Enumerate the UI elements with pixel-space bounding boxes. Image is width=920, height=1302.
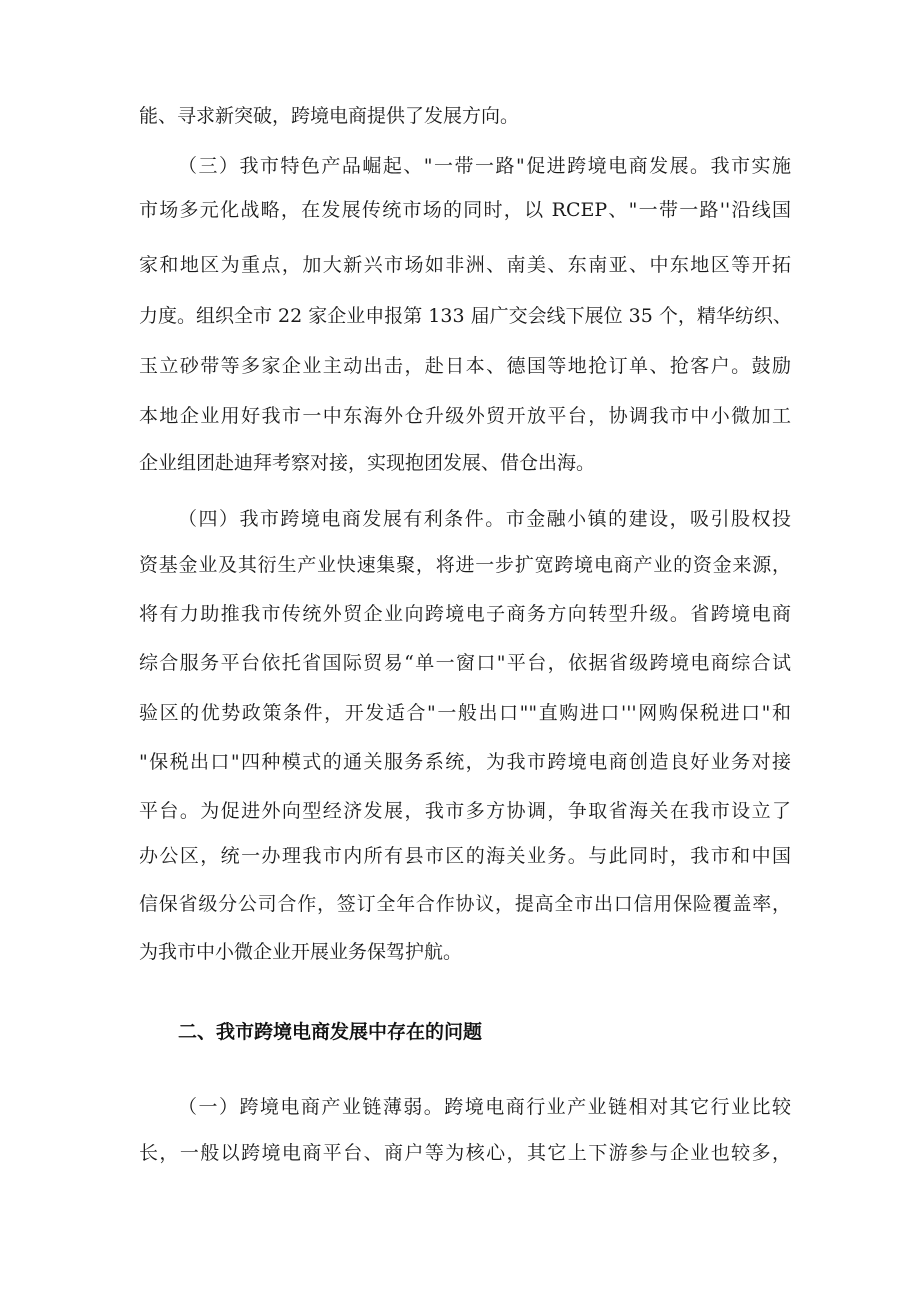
para4-line-3: 将有力助推我市传统外贸企业向跨境电子商务方向转型升级。省跨境电商 bbox=[139, 603, 791, 625]
para3-line-5: 玉立砂带等多家企业主动出击，赴日本、德国等地抢订单、抢客户。鼓励 bbox=[139, 355, 791, 377]
para4-line-9: 信保省级分公司合作，签订全年合作协议，提高全市出口信用保险覆盖率， bbox=[139, 893, 791, 915]
para4-line-2: 资基金业及其衍生产业快速集聚，将进一步扩宽跨境电商产业的资金来源， bbox=[139, 554, 791, 576]
para3-line-7: 企业组团赴迪拜考察对接，实现抱团发展、借仓出海。 bbox=[139, 452, 596, 474]
para3-line-2: 市场多元化战略，在发展传统市场的同时，以 RCEP、"一带一路''沿线国 bbox=[139, 199, 791, 221]
para3-line-4: 力度。组织全市 22 家企业申报第 133 届广交会线下展位 35 个，精华纺织、 bbox=[139, 305, 792, 327]
para4-line-6: "保税出口"四种模式的通关服务系统，为我市跨境电商创造良好业务对接 bbox=[139, 751, 791, 773]
para4-line-7: 平台。为促进外向型经济发展，我市多方协调，争取省海关在我市设立了 bbox=[139, 800, 791, 822]
para3-line-1: （三）我市特色产品崛起、"一带一路"促进跨境电商发展。我市实施 bbox=[178, 155, 791, 177]
para3-line-6: 本地企业用好我市一中东海外仓升级外贸开放平台，协调我市中小微加工 bbox=[139, 405, 791, 427]
para4-line-8: 办公区，统一办理我市内所有县市区的海关业务。与此同时，我市和中国 bbox=[139, 845, 791, 867]
para-s2-line-1: （一）跨境电商产业链薄弱。跨境电商行业产业链相对其它行业比较 bbox=[178, 1096, 791, 1118]
para3-line-3: 家和地区为重点，加大新兴市场如非洲、南美、东南亚、中东地区等开拓 bbox=[139, 254, 791, 276]
para4-line-4: 综合服务平台依托省国际贸易“单一窗口"平台，依据省级跨境电商综合试 bbox=[139, 652, 791, 674]
section-heading: 二、我市跨境电商发展中存在的问题 bbox=[178, 1021, 483, 1043]
para4-line-5: 验区的优势政策条件，开发适合"一般出口""直购进口'''网购保税进口"和 bbox=[139, 702, 791, 724]
lead-line: 能、寻求新突破，跨境电商提供了发展方向。 bbox=[139, 105, 520, 127]
para4-line-10: 为我市中小微企业开展业务保驾护航。 bbox=[139, 941, 463, 963]
para-s2-line-2: 长，一般以跨境电商平台、商户等为核心，其它上下游参与企业也较多， bbox=[139, 1142, 791, 1164]
para4-line-1: （四）我市跨境电商发展有利条件。市金融小镇的建设，吸引股权投 bbox=[178, 508, 791, 530]
